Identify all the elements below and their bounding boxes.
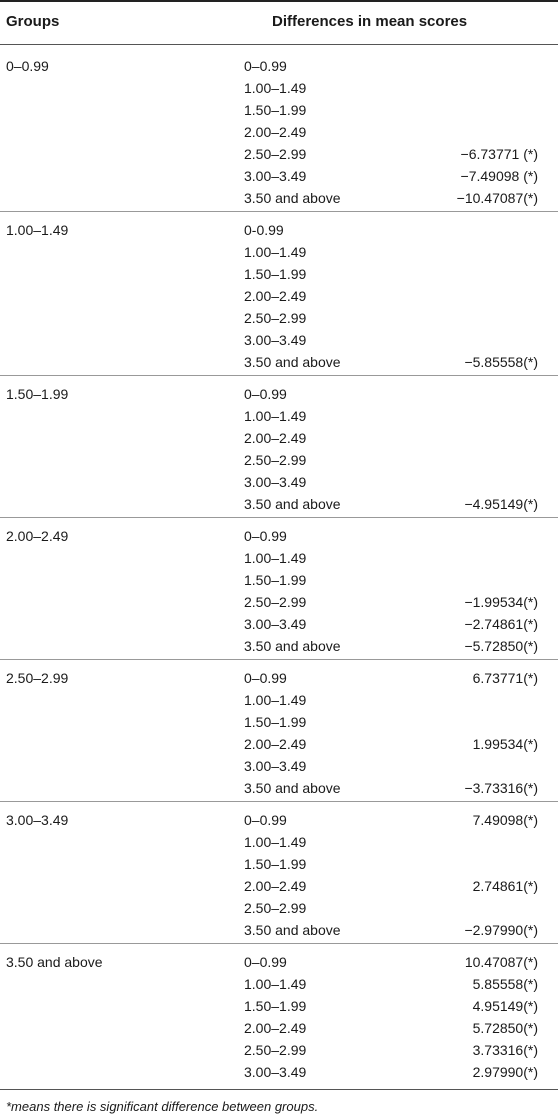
comparison-group: 1.00–1.49 (244, 550, 307, 566)
group-separator (0, 659, 558, 660)
comparison-group: 2.50–2.99 (244, 452, 307, 468)
group-label: 2.50–2.99 (6, 670, 69, 686)
group-separator (0, 517, 558, 518)
mean-difference-value: 2.97990(*) (472, 1064, 538, 1080)
mean-difference-value: −4.95149(*) (464, 496, 538, 512)
comparison-group: 1.00–1.49 (244, 80, 307, 96)
mean-difference-value: −6.73771 (*) (460, 146, 538, 162)
table-top-rule (0, 0, 558, 2)
mean-difference-value: −2.74861(*) (464, 616, 538, 632)
group-label: 2.00–2.49 (6, 528, 69, 544)
comparison-group: 3.50 and above (244, 638, 341, 654)
group-separator (0, 943, 558, 944)
mean-difference-value: −5.85558(*) (464, 354, 538, 370)
comparison-group: 1.50–1.99 (244, 102, 307, 118)
header-groups: Groups (6, 13, 60, 30)
comparison-group: 2.50–2.99 (244, 594, 307, 610)
mean-difference-value: −1.99534(*) (464, 594, 538, 610)
comparison-group: 2.50–2.99 (244, 146, 307, 162)
comparison-group: 1.50–1.99 (244, 998, 307, 1014)
comparison-group: 0-0.99 (244, 222, 284, 238)
group-separator (0, 375, 558, 376)
comparison-group: 3.00–3.49 (244, 758, 307, 774)
group-label: 0–0.99 (6, 58, 49, 74)
group-label: 3.50 and above (6, 954, 103, 970)
mean-difference-value: −10.47087(*) (456, 190, 538, 206)
comparison-group: 3.50 and above (244, 190, 341, 206)
mean-difference-value: −5.72850(*) (464, 638, 538, 654)
comparison-group: 0–0.99 (244, 386, 287, 402)
mean-difference-value: 4.95149(*) (472, 998, 538, 1014)
group-separator (0, 211, 558, 212)
comparison-group: 2.00–2.49 (244, 736, 307, 752)
mean-difference-value: 1.99534(*) (472, 736, 538, 752)
comparison-group: 0–0.99 (244, 528, 287, 544)
comparison-group: 0–0.99 (244, 812, 287, 828)
comparison-group: 0–0.99 (244, 670, 287, 686)
comparison-group: 1.50–1.99 (244, 266, 307, 282)
comparison-group: 1.00–1.49 (244, 244, 307, 260)
comparison-group: 1.50–1.99 (244, 572, 307, 588)
mean-difference-value: −3.73316(*) (464, 780, 538, 796)
mean-difference-value: 7.49098(*) (472, 812, 538, 828)
comparison-group: 1.50–1.99 (244, 856, 307, 872)
mean-difference-value: 3.73316(*) (472, 1042, 538, 1058)
group-label: 1.50–1.99 (6, 386, 69, 402)
comparison-group: 1.50–1.99 (244, 714, 307, 730)
group-separator (0, 801, 558, 802)
comparison-group: 2.00–2.49 (244, 430, 307, 446)
comparison-group: 3.00–3.49 (244, 332, 307, 348)
mean-difference-value: −7.49098 (*) (460, 168, 538, 184)
comparison-group: 1.00–1.49 (244, 692, 307, 708)
group-label: 1.00–1.49 (6, 222, 69, 238)
comparison-group: 3.00–3.49 (244, 1064, 307, 1080)
comparison-group: 3.00–3.49 (244, 168, 307, 184)
comparison-group: 2.00–2.49 (244, 878, 307, 894)
comparison-group: 2.00–2.49 (244, 1020, 307, 1036)
comparison-group: 0–0.99 (244, 954, 287, 970)
footnote: *means there is significant difference between groups. (6, 1099, 319, 1114)
comparison-group: 1.00–1.49 (244, 408, 307, 424)
group-label: 3.00–3.49 (6, 812, 69, 828)
mean-difference-value: 5.72850(*) (472, 1020, 538, 1036)
mean-difference-value: 10.47087(*) (464, 954, 538, 970)
mean-difference-value: −2.97990(*) (464, 922, 538, 938)
mean-difference-value: 6.73771(*) (472, 670, 538, 686)
table-bottom-rule (0, 1089, 558, 1090)
comparison-group: 3.00–3.49 (244, 474, 307, 490)
comparison-group: 0–0.99 (244, 58, 287, 74)
mean-difference-value: 5.85558(*) (472, 976, 538, 992)
comparison-group: 1.00–1.49 (244, 976, 307, 992)
comparison-group: 2.00–2.49 (244, 124, 307, 140)
comparison-group: 3.50 and above (244, 780, 341, 796)
comparison-group: 3.00–3.49 (244, 616, 307, 632)
comparison-group: 2.00–2.49 (244, 288, 307, 304)
mean-difference-value: 2.74861(*) (472, 878, 538, 894)
header-rule (0, 44, 558, 45)
comparison-group: 2.50–2.99 (244, 1042, 307, 1058)
comparison-group: 2.50–2.99 (244, 310, 307, 326)
comparison-group: 2.50–2.99 (244, 900, 307, 916)
comparison-group: 3.50 and above (244, 354, 341, 370)
comparison-group: 1.00–1.49 (244, 834, 307, 850)
comparison-group: 3.50 and above (244, 922, 341, 938)
header-differences: Differences in mean scores (272, 13, 468, 30)
comparison-group: 3.50 and above (244, 496, 341, 512)
